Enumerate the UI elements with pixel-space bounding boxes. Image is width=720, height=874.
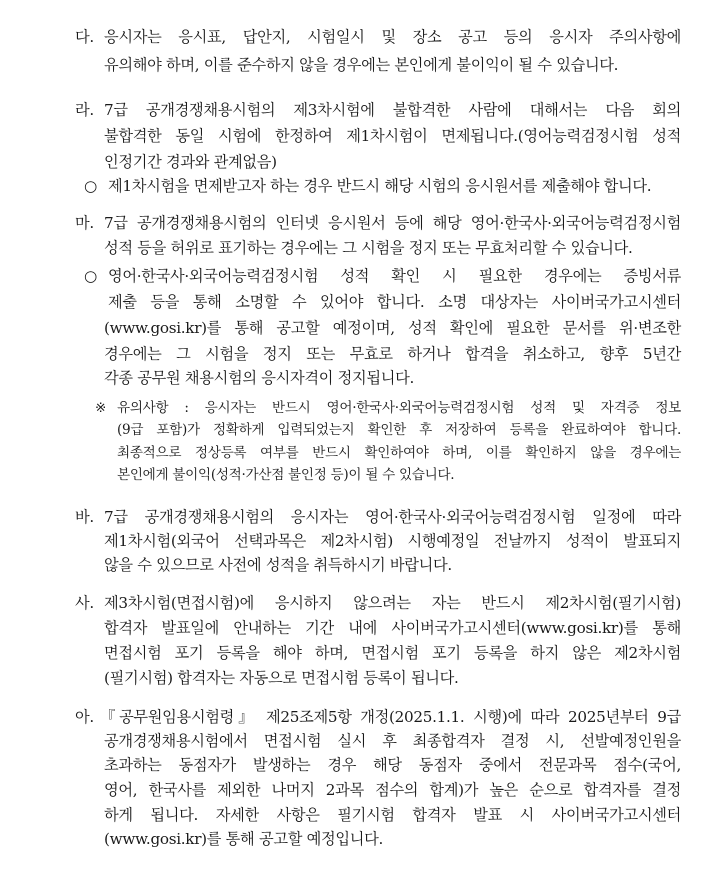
bullet-text-line: 영어·한국사·외국어능력검정시험 성적 확인 시 필요한 경우에는 증빙서류 bbox=[108, 267, 681, 285]
section-text-line: (www.gosi.kr)를 통해 공고할 예정입니다. bbox=[104, 830, 383, 848]
note-text-line: 본인에게 불이익(성적·가산점 불인정 등)이 될 수 있습니다. bbox=[117, 467, 455, 483]
section-text-line: 제1차시험(외국어 선택과목은 제2차시험) 시행예정일 전날까지 성적이 발표되지 bbox=[104, 532, 681, 550]
section-text-line: 인정기간 경과와 관계없음) bbox=[104, 153, 277, 171]
section-text-line: 면접시험 포기 등록을 해야 하며, 면접시험 포기 등록을 하지 않은 제2차시험 bbox=[104, 644, 681, 662]
section-text-line: 초과하는 동점자가 발생하는 경우 해당 동점자 중에서 전문과목 점수(국어, bbox=[104, 756, 681, 774]
section-text-line: 『공무원임용시험령』 제25조제5항 개정(2025.1.1. 시행)에 따라 2025년부터 9급 bbox=[100, 708, 681, 726]
bullet-marker: ○ bbox=[84, 267, 97, 285]
section-text-line: 7급 공개경쟁채용시험의 제3차시험에 불합격한 사람에 대해서는 다음 회의 bbox=[104, 101, 681, 119]
bullet-text-line: (www.gosi.kr)를 통해 공고할 예정이며, 성적 확인에 필요한 문서를 위·변조한 bbox=[104, 319, 681, 337]
section-text-line: 합격자 발표일에 안내하는 기간 내에 사이버국가고시센터(www.gosi.kr)를 통해 bbox=[104, 619, 681, 637]
bullet-marker: ○ bbox=[84, 177, 97, 195]
note-marker: ※ bbox=[95, 400, 107, 416]
section-marker: 아. bbox=[75, 708, 94, 726]
section-text-line: 7급 공개경쟁채용시험의 인터넷 응시원서 등에 해당 영어·한국사·외국어능력검정시험 bbox=[104, 214, 681, 232]
section-text-line: 영어, 한국사를 제외한 나머지 2과목 점수의 합계)가 높은 순으로 합격자를 결정 bbox=[104, 781, 681, 799]
section-marker: 라. bbox=[75, 101, 94, 119]
section-text-line: 않을 수 있으므로 사전에 성적을 취득하시기 바랍니다. bbox=[104, 556, 452, 574]
section-text-line: 응시자는 응시표, 답안지, 시험일시 및 장소 공고 등의 응시자 주의사항에 bbox=[104, 28, 681, 46]
section-text-line: 불합격한 동일 시험에 한정하여 제1차시험이 면제됩니다.(영어능력검정시험 성적 bbox=[104, 127, 681, 145]
bullet-text-line: 각종 공무원 채용시험의 응시자격이 정지됩니다. bbox=[104, 369, 415, 387]
bullet-text-line: 경우에는 그 시험을 정지 또는 무효로 하거나 합격을 취소하고, 향후 5년간 bbox=[104, 345, 681, 363]
section-text-line: 하게 됩니다. 자세한 사항은 필기시험 합격자 발표 시 사이버국가고시센터 bbox=[104, 806, 681, 824]
section-marker: 사. bbox=[75, 594, 94, 612]
section-text-line: (필기시험) 합격자는 자동으로 면접시험 등록이 됩니다. bbox=[104, 669, 459, 687]
section-text-line: 공개경쟁채용시험에서 면접시험 실시 후 최종합격자 결정 시, 선발예정인원을 bbox=[104, 732, 681, 750]
section-text-line: 유의해야 하며, 이를 준수하지 않을 경우에는 본인에게 불이익이 될 수 있습니다. bbox=[104, 56, 619, 74]
section-marker: 마. bbox=[75, 214, 94, 232]
bullet-text-line: 제1차시험을 면제받고자 하는 경우 반드시 해당 시험의 응시원서를 제출해야 합니다. bbox=[108, 177, 652, 195]
section-marker: 바. bbox=[75, 508, 94, 526]
section-text-line: 제3차시험(면접시험)에 응시하지 않으려는 자는 반드시 제2차시험(필기시험) bbox=[104, 594, 681, 612]
section-text-line: 성적 등을 허위로 표기하는 경우에는 그 시험을 정지 또는 무효처리할 수 있습니다. bbox=[104, 239, 633, 257]
note-text-line: 유의사항 : 응시자는 반드시 영어·한국사·외국어능력검정시험 성적 및 자격증 정보 bbox=[117, 400, 681, 416]
note-text-line: 최종적으로 정상등록 여부를 반드시 확인하여야 하며, 이를 확인하지 않을 경우에는 bbox=[117, 445, 681, 461]
section-text-line: 7급 공개경쟁채용시험의 응시자는 영어·한국사·외국어능력검정시험 일정에 따라 bbox=[104, 508, 681, 526]
note-text-line: (9급 포함)가 정확하게 입력되었는지 확인한 후 저장하여 등록을 완료하여야 합니다. bbox=[117, 422, 681, 438]
section-marker: 다. bbox=[75, 28, 94, 46]
bullet-text-line: 제출 등을 통해 소명할 수 있어야 합니다. 소명 대상자는 사이버국가고시센터 bbox=[108, 293, 681, 311]
